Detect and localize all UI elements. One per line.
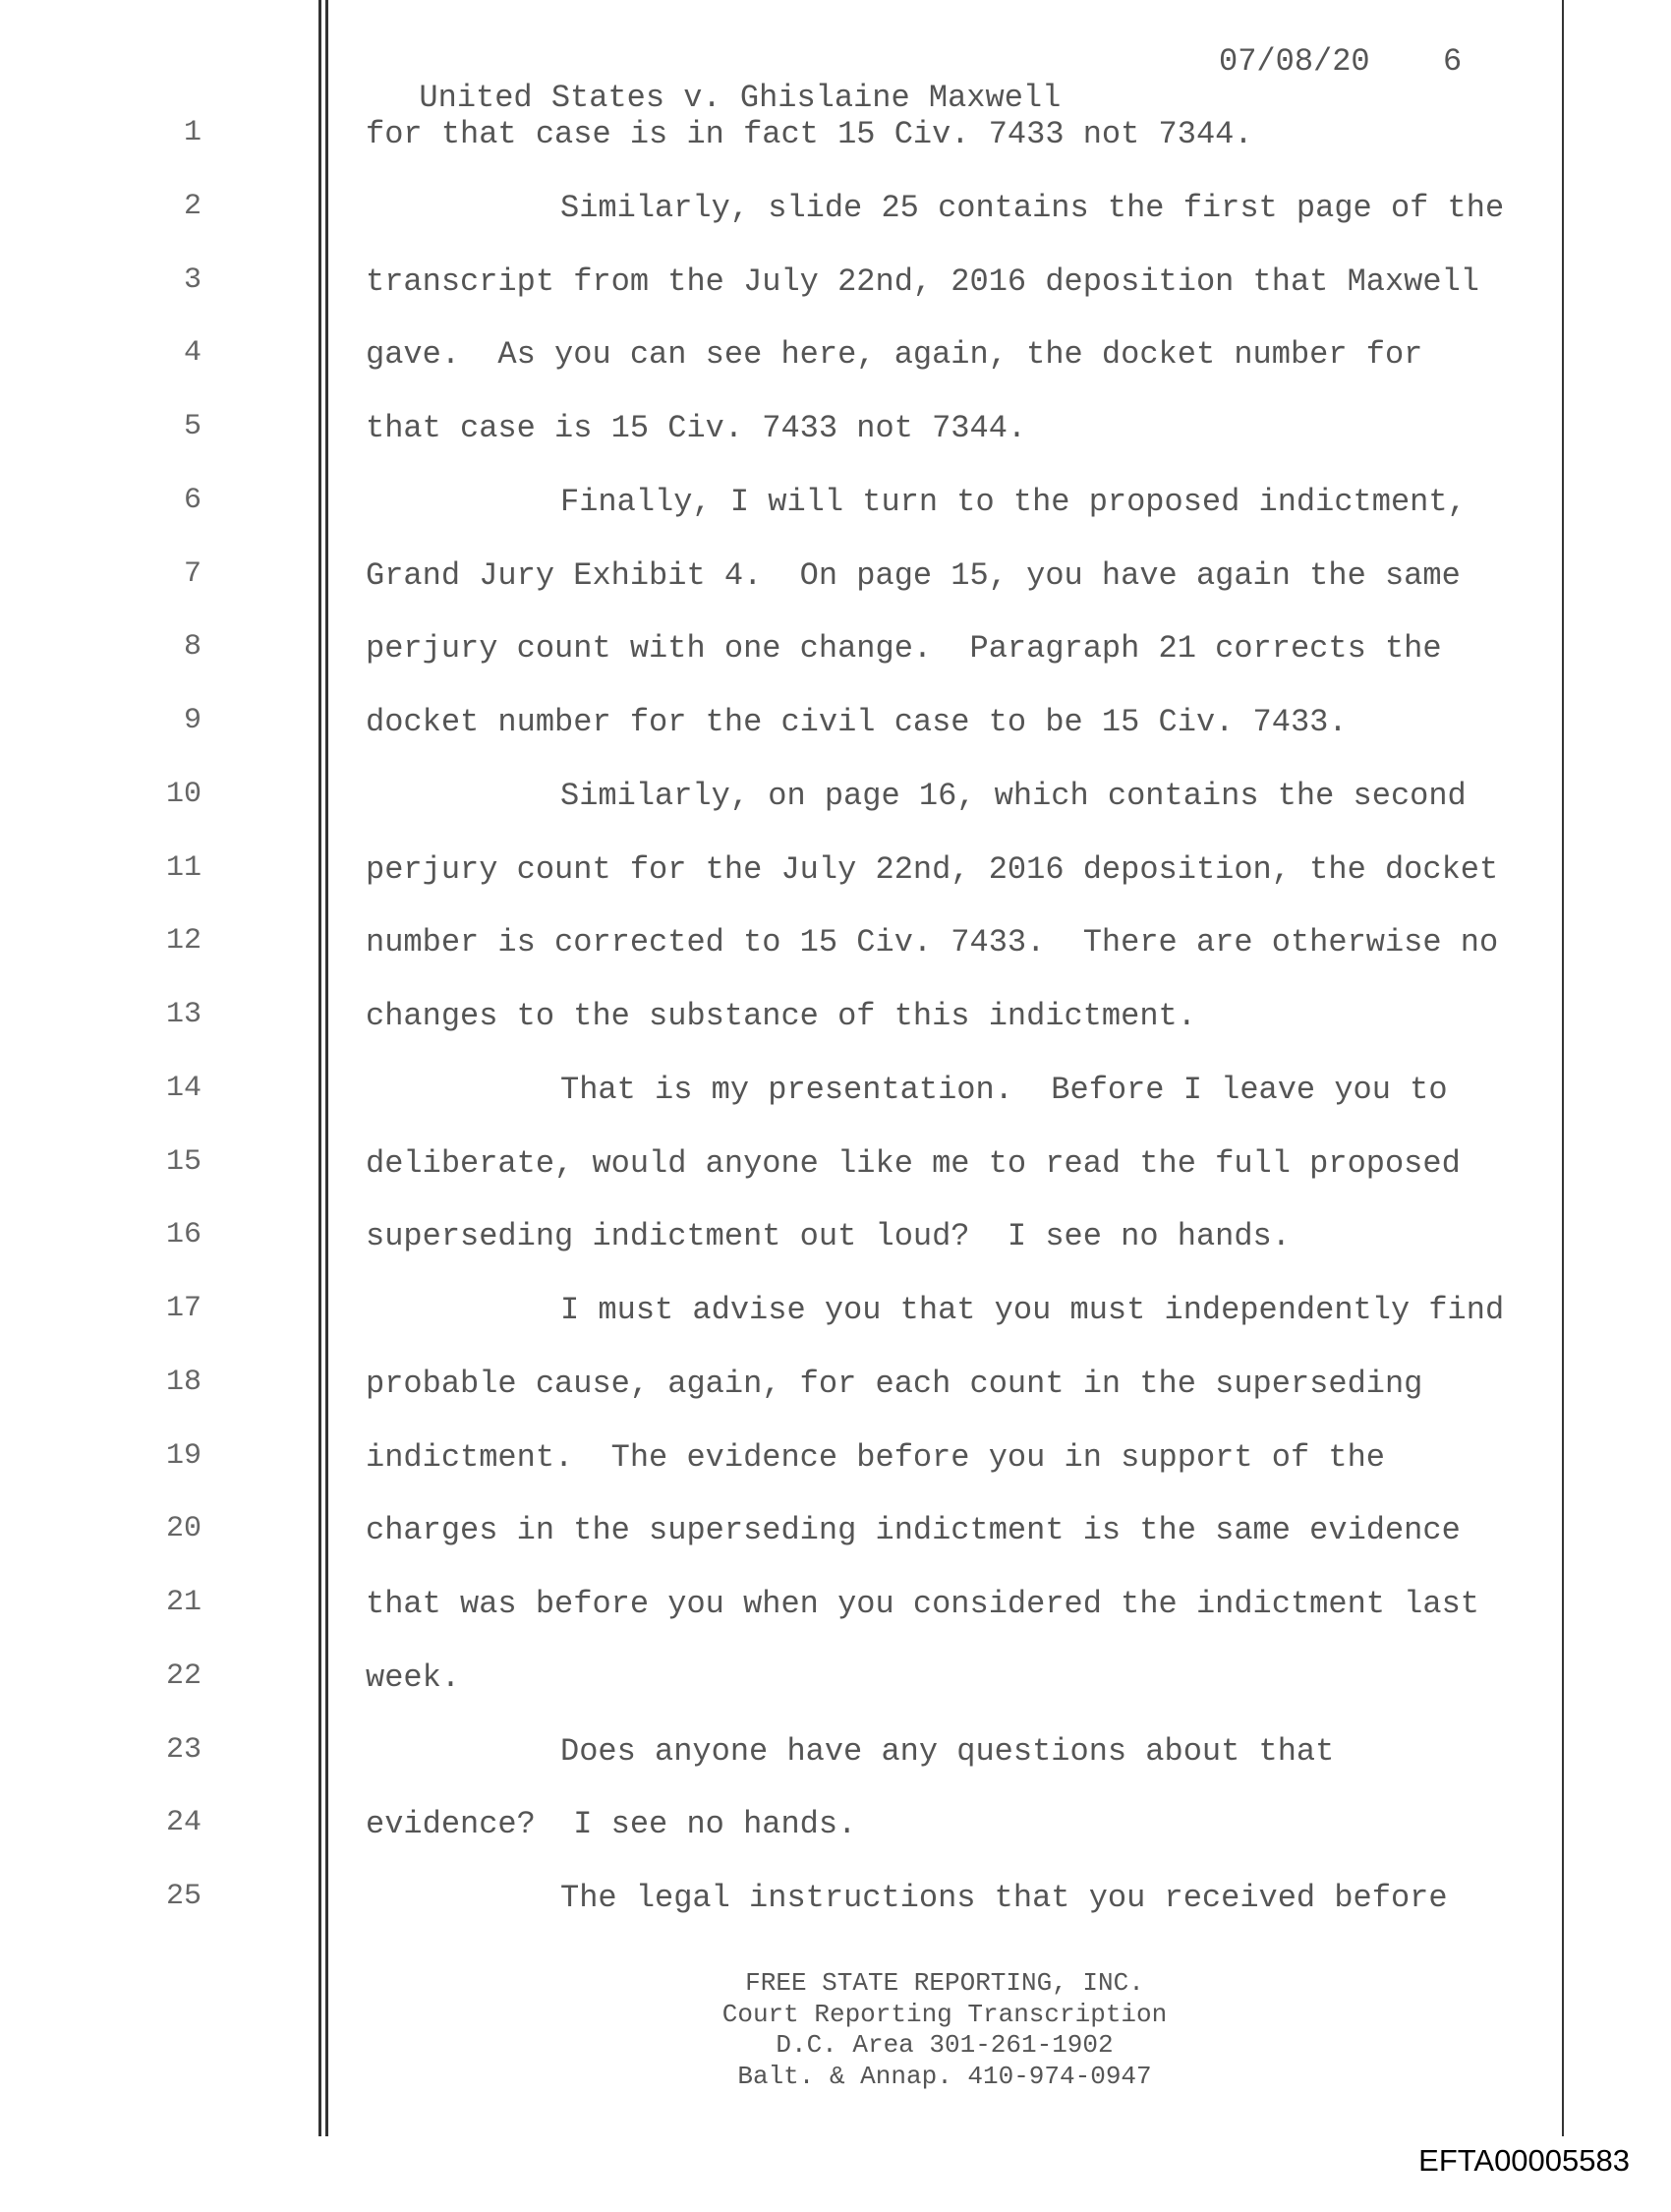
transcript-line: [0, 630, 1573, 669]
line-number: 2: [183, 189, 202, 223]
line-text: gave. As you can see here, again, the docket number for: [366, 336, 1423, 374]
line-number: 24: [165, 1806, 202, 1840]
transcript-line: [0, 1366, 1573, 1405]
transcript-line: [0, 1439, 1573, 1479]
line-number: 16: [165, 1218, 202, 1252]
line-text: that case is 15 Civ. 7433 not 7344.: [366, 410, 1027, 446]
reporter-footer: [324, 1968, 1565, 2092]
line-number: 17: [165, 1292, 202, 1325]
transcript-line: [0, 336, 1573, 376]
transcript-line: [0, 1145, 1573, 1185]
line-text: week.: [366, 1659, 461, 1696]
transcript-line: [0, 851, 1573, 891]
transcript-line: [0, 263, 1573, 303]
line-number: 23: [165, 1732, 202, 1767]
line-number: 7: [183, 556, 202, 591]
transcript-line: [0, 1512, 1573, 1551]
bates-number: EFTA00005583: [1418, 2143, 1630, 2178]
line-number: 10: [165, 777, 202, 811]
transcript-line: [0, 1806, 1573, 1845]
line-number: 6: [183, 483, 202, 517]
line-text: The legal instructions that you received before: [560, 1880, 1448, 1916]
line-number: 18: [165, 1365, 202, 1399]
line-text: changes to the substance of this indictment.: [366, 998, 1196, 1034]
transcript-line: [0, 190, 1573, 229]
transcript-line: [0, 410, 1573, 449]
line-text: docket number for the civil case to be 15 Civ. 7433.: [366, 704, 1348, 740]
line-number: 1: [183, 116, 202, 149]
transcript-line: [0, 1218, 1573, 1257]
transcript-line: [0, 1586, 1573, 1625]
line-text: Similarly, on page 16, which contains the second: [560, 777, 1467, 814]
line-number: 12: [165, 924, 202, 959]
line-number: 20: [165, 1512, 202, 1546]
transcript-line: [0, 704, 1573, 743]
footer-balt-phone: Balt. & Annap. 410-974-0947: [737, 2061, 1152, 2091]
line-number: 15: [165, 1144, 202, 1179]
line-text: perjury count with one change. Paragraph 21 corrects the: [366, 630, 1442, 668]
line-number: 3: [183, 262, 202, 297]
transcript-line: [0, 1880, 1573, 1919]
line-text: perjury count for the July 22nd, 2016 deposition, the docket: [366, 850, 1499, 888]
transcript-line: [0, 924, 1573, 963]
footer-dc-phone: D.C. Area 301-261-1902: [776, 2030, 1114, 2060]
line-number: 5: [183, 410, 202, 443]
line-text: charges in the superseding indictment is the same evidence: [366, 1512, 1461, 1549]
transcript-line: [0, 116, 1573, 155]
line-text: That is my presentation. Before I leave you to: [560, 1071, 1448, 1108]
line-text: indictment. The evidence before you in support of the: [366, 1438, 1385, 1476]
transcript-line: [0, 778, 1573, 817]
transcript-line: [0, 1072, 1573, 1111]
line-text: number is corrected to 15 Civ. 7433. There are otherwise no: [366, 924, 1499, 961]
line-number: 11: [165, 850, 202, 885]
transcript-line: [0, 484, 1573, 523]
case-title: United States v. Ghislaine Maxwell: [419, 80, 1062, 116]
line-number: 25: [165, 1880, 202, 1913]
line-number: 22: [165, 1659, 202, 1693]
line-number: 8: [183, 630, 202, 665]
page-number: 6: [1443, 43, 1463, 80]
line-text: transcript from the July 22nd, 2016 deposition that Maxwell: [366, 262, 1479, 300]
transcript-line: [0, 1659, 1573, 1699]
transcript-line: [0, 998, 1573, 1037]
transcript-line: [0, 557, 1573, 597]
line-text: probable cause, again, for each count in the superseding: [366, 1365, 1423, 1402]
line-text: that was before you when you considered the indictment last: [366, 1586, 1479, 1622]
line-text: Does anyone have any questions about that: [560, 1732, 1335, 1770]
line-number: 14: [165, 1071, 202, 1105]
transcript-line: [0, 1733, 1573, 1773]
line-number: 4: [183, 336, 202, 371]
line-number: 9: [183, 704, 202, 737]
line-number: 21: [165, 1586, 202, 1619]
line-text: I must advise you that you must independently find: [560, 1292, 1505, 1328]
footer-services: Court Reporting Transcription: [721, 1999, 1168, 2029]
line-text: Grand Jury Exhibit 4. On page 15, you have again the same: [366, 556, 1461, 594]
hearing-date: 07/08/20: [1219, 43, 1370, 80]
footer-company: FREE STATE REPORTING, INC.: [745, 1968, 1144, 1998]
line-number: 13: [165, 998, 202, 1031]
line-text: evidence? I see no hands.: [366, 1806, 857, 1843]
line-text: for that case is in fact 15 Civ. 7433 not 7344.: [366, 116, 1253, 152]
line-text: superseding indictment out loud? I see no hands.: [366, 1218, 1291, 1255]
line-text: Finally, I will turn to the proposed indictment,: [560, 483, 1467, 520]
line-number: 19: [165, 1438, 202, 1473]
line-text: Similarly, slide 25 contains the first page of the: [560, 189, 1505, 226]
transcript-line: [0, 1292, 1573, 1331]
line-text: deliberate, would anyone like me to read the full proposed: [366, 1144, 1461, 1182]
